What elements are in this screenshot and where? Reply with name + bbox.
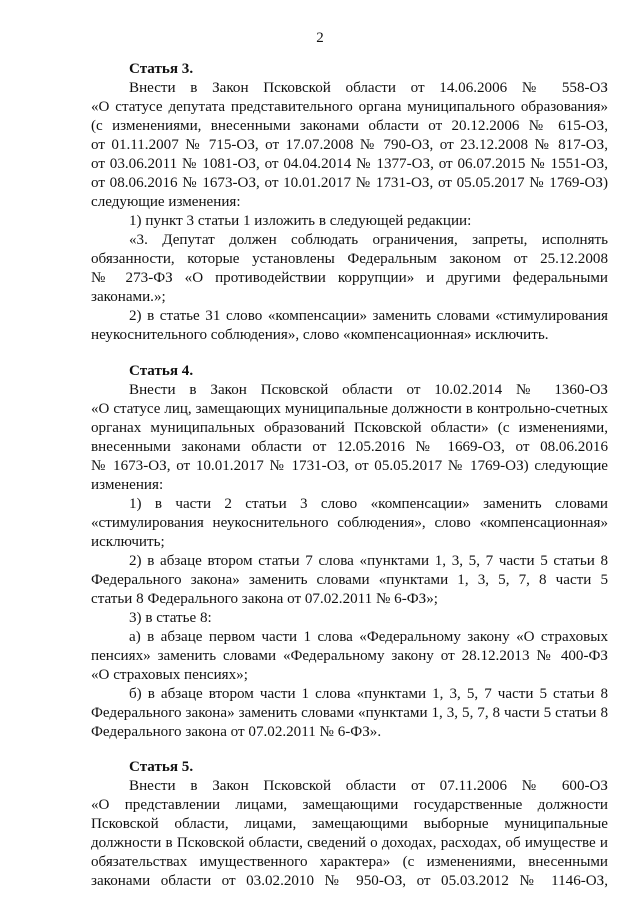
article-3-line: от 03.06.2011 № 1081-ОЗ, от 04.04.2014 № 1377-ОЗ, от 06.07.2015 № 1551-ОЗ, [91, 156, 608, 172]
article-4-line: Федерального закона» заменить словами «пунктами 1, 3, 5, 7, 8 части 5 статьи 8 [91, 705, 608, 721]
article-4-line: № 1673-ОЗ, от 10.01.2017 № 1731-ОЗ, от 05.05.2017 № 1769-ОЗ) следующие [91, 458, 608, 474]
article-4-line: органах муниципальных образований Псковской области» (с изменениями, [91, 420, 608, 436]
article-3-line: (с изменениями, внесенными законами области от 20.12.2006 № 615-ОЗ, [91, 118, 608, 134]
article-3-line: неукоснительного соблюдения», слово «компенсационная» исключить. [91, 327, 549, 343]
article-4-line: Федерального закона» заменить словами «пунктами 1, 3, 5, 7, 8 части 5 [91, 572, 608, 588]
article-5-heading: Статья 5. [129, 759, 194, 775]
page-number: 2 [316, 30, 324, 46]
article-3-heading: Статья 3. [129, 61, 194, 77]
article-5-line: обязательствах имущественного характера» (с изменениями, внесенными [91, 854, 608, 870]
article-4-line: Федерального закона от 07.02.2011 № 6-ФЗ». [91, 724, 382, 740]
article-4-line: пенсиях» заменить словами «Федеральному закону от 28.12.2013 № 400-ФЗ [91, 648, 608, 664]
article-4-line: статьи 8 Федерального закона от 07.02.2011 № 6-ФЗ»; [91, 591, 438, 607]
article-3-line: 2) в статье 31 слово «компенсации» заменить словами «стимулирования [129, 308, 608, 324]
article-3-line: Внести в Закон Псковской области от 14.06.2006 № 558-ОЗ [129, 80, 608, 96]
article-4-line: б) в абзаце втором части 1 слова «пунктами 1, 3, 5, 7 части 5 статьи 8 [129, 686, 608, 702]
article-4-heading: Статья 4. [129, 363, 194, 379]
article-3-line: от 01.11.2007 № 715-ОЗ, от 17.07.2008 № 790-ОЗ, от 23.12.2008 № 817-ОЗ, [91, 137, 608, 153]
paragraph-gap [91, 742, 608, 758]
article-3-line: обязанности, которые установлены Федеральным законом от 25.12.2008 [91, 251, 608, 267]
article-4-line: «О статусе лиц, замещающих муниципальные должности в контрольно-счетных [91, 401, 608, 417]
article-3-line: следующие изменения: [91, 194, 241, 210]
document-body [91, 60, 608, 891]
article-5-line: «О представлении лицами, замещающими государственные должности [91, 797, 608, 813]
article-4-line: изменения: [91, 477, 164, 493]
article-4-line: Внести в Закон Псковской области от 10.02.2014 № 1360-ОЗ [129, 382, 608, 398]
article-3-line: законами.»; [91, 289, 166, 305]
article-3-line: от 08.06.2016 № 1673-ОЗ, от 10.01.2017 № 1731-ОЗ, от 05.05.2017 № 1769-ОЗ) [91, 175, 608, 191]
article-5-line: должности в Псковской области, сведений о доходах, расходах, об имуществе и [91, 835, 608, 851]
article-4-line: «О страховых пенсиях»; [91, 667, 248, 683]
article-5-line: законами области от 03.02.2010 № 950-ОЗ, от 05.03.2012 № 1146-ОЗ, [91, 873, 608, 889]
article-4-line: 2) в абзаце втором статьи 7 слова «пунктами 1, 3, 5, 7 части 5 статьи 8 [129, 553, 608, 569]
article-4-line: исключить; [91, 534, 165, 550]
article-3-line: 1) пункт 3 статьи 1 изложить в следующей редакции: [129, 213, 472, 229]
article-3-line: «3. Депутат должен соблюдать ограничения, запреты, исполнять [129, 232, 608, 248]
article-4-line: «стимулирования неукоснительного соблюдения», слово «компенсационная» [91, 515, 608, 531]
article-5-line: Псковской области, лицами, замещающими выборные муниципальные [91, 816, 608, 832]
article-3-line: № 273-ФЗ «О противодействии коррупции» и другими федеральными [91, 270, 608, 286]
article-5-line: Внести в Закон Псковской области от 07.11.2006 № 600-ОЗ [129, 778, 608, 794]
paragraph-gap [91, 345, 608, 362]
article-4-line: 1) в части 2 статьи 3 слово «компенсации» заменить словами [129, 496, 608, 512]
article-4-line: 3) в статье 8: [129, 610, 212, 626]
article-4-line: внесенными законами области от 12.05.2016 № 1669-ОЗ, от 08.06.2016 [91, 439, 608, 455]
article-3-line: «О статусе депутата представительного органа муниципального образования» [91, 99, 608, 115]
article-4-line: а) в абзаце первом части 1 слова «Федеральному закону «О страховых [129, 629, 608, 645]
